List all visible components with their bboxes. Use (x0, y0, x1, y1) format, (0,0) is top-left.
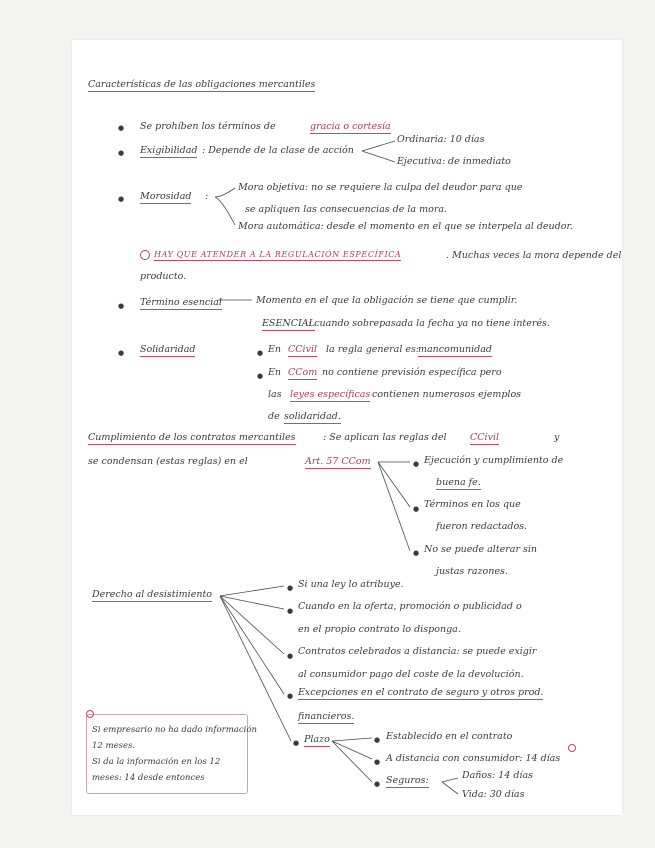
sol-text: las (268, 389, 282, 400)
cumplimiento-heading: Cumplimiento de los contratos mercantiles (88, 432, 296, 443)
mora-objetiva-line1: Mora objetiva: no se requiere la culpa del deudor para que (238, 182, 523, 193)
bullet-dot: ● (118, 349, 125, 357)
art57-ref: Art. 57 CCom (305, 456, 371, 467)
ejecutiva-text: Ejecutiva: de inmediato (397, 156, 511, 167)
sol-text: En (268, 344, 282, 355)
exigibilidad-label: Exigibilidad (140, 145, 198, 156)
bullet-dot: ● (287, 692, 294, 700)
sol-text: de (268, 411, 280, 422)
bullet-dot: ● (293, 739, 300, 747)
note-line: Si da la información en los 12 (92, 757, 221, 767)
bullet-dot: ● (374, 736, 381, 744)
bullet-dot: ● (287, 607, 294, 615)
solidaridad-label: Solidaridad (140, 344, 196, 355)
aviso-text: HAY QUE ATENDER A LA REGULACIÓN ESPECÍFICA (154, 250, 402, 259)
bullet-dot: ● (118, 149, 125, 157)
plazo-label: Plazo (304, 734, 330, 745)
note-marker-icon (86, 710, 94, 718)
bullet-dot: ● (257, 349, 264, 357)
note-line: meses: 14 desde entonces (92, 773, 205, 783)
leyes-ref: leyes específicas (290, 389, 371, 400)
ccivil-ref: CCivil (470, 432, 500, 443)
note-line: Si empresario no ha dado información (92, 725, 257, 735)
bullet-dot: ● (374, 780, 381, 788)
seguros-item: Daños: 14 días (462, 770, 533, 781)
sol-text: En (268, 367, 282, 378)
desistimiento-item: Si una ley lo atribuye. (298, 579, 404, 590)
note-line: 12 meses. (92, 741, 136, 751)
condensan-text: se condensan (estas reglas) en el (88, 456, 248, 467)
highlighted-term: gracia o cortesía (310, 121, 391, 132)
plazo-item: Establecido en el contrato (386, 731, 513, 742)
plazo-item: A distancia con consumidor: 14 días (386, 753, 561, 764)
morosidad-label: Morosidad (140, 191, 192, 202)
art57-item: Términos en los que (424, 499, 521, 510)
desistimiento-item: financieros. (298, 711, 355, 722)
art57-item: fueron redactados. (436, 521, 528, 532)
bullet-dot: ● (118, 195, 125, 203)
sol-text: la regla general es: (326, 344, 420, 355)
desistimiento-item: Contratos celebrados a distancia: se puede exigir (298, 646, 537, 657)
ccom-ref: CCom (288, 367, 318, 378)
art57-item: buena fe. (436, 477, 481, 488)
termino-label: Término esencial (140, 297, 222, 308)
esencial-desc: : cuando sobrepasada la fecha ya no tiene interés. (308, 318, 550, 329)
solidaridad-term: solidaridad. (284, 411, 341, 422)
art57-item: Ejecución y cumplimiento de (424, 455, 564, 466)
bullet-dot: ● (257, 372, 264, 380)
colon: : (205, 191, 209, 202)
termino-desc: Momento en el que la obligación se tiene que cumplir. (256, 295, 518, 306)
sol-text: no contiene previsión específica pero (322, 367, 502, 378)
esencial-label: ESENCIAL (262, 318, 315, 329)
art57-item: justas razones. (436, 566, 508, 577)
aviso-cont: . Muchas veces la mora depende del (446, 250, 622, 261)
note-marker-icon (140, 250, 150, 260)
exigibilidad-desc: : Depende de la clase de acción (202, 145, 354, 156)
mora-automatica: Mora automática: desde el momento en el que se interpela al deudor. (238, 221, 573, 232)
desistimiento-item: Excepciones en el contrato de seguro y otros prod. (298, 687, 544, 698)
sol-text: contienen numerosos ejemplos (372, 389, 522, 400)
mancomunidad-term: mancomunidad (418, 344, 492, 355)
bullet-dot: ● (374, 758, 381, 766)
bullet-dot: ● (413, 549, 420, 557)
note-marker-icon (568, 744, 576, 752)
bullet-text: Se prohíben los términos de (140, 121, 276, 132)
desistimiento-item: en el propio contrato lo disponga. (298, 624, 461, 635)
cumplimiento-y: y (554, 432, 560, 443)
plazo-item: Seguros: (386, 775, 429, 786)
bullet-dot: ● (118, 124, 125, 132)
ccivil-ref: CCivil (288, 344, 318, 355)
seguros-item: Vida: 30 días (462, 789, 525, 800)
art57-item: No se puede alterar sin (424, 544, 538, 555)
bullet-dot: ● (413, 460, 420, 468)
ordinaria-text: Ordinaria: 10 días (397, 134, 485, 145)
desistimiento-heading: Derecho al desistimiento (92, 589, 212, 600)
bullet-dot: ● (118, 302, 125, 310)
desistimiento-item: al consumidor pago del coste de la devolución. (298, 669, 524, 680)
desistimiento-item: Cuando en la oferta, promoción o publicidad o (298, 601, 522, 612)
section-title: Características de las obligaciones mercantiles (88, 79, 316, 90)
bullet-dot: ● (413, 505, 420, 513)
bullet-dot: ● (287, 584, 294, 592)
bullet-dot: ● (287, 652, 294, 660)
aviso-cont-2: producto. (140, 271, 187, 282)
cumplimiento-desc: : Se aplican las reglas del (323, 432, 447, 443)
mora-objetiva-line2: se apliquen las consecuencias de la mora. (245, 204, 448, 215)
